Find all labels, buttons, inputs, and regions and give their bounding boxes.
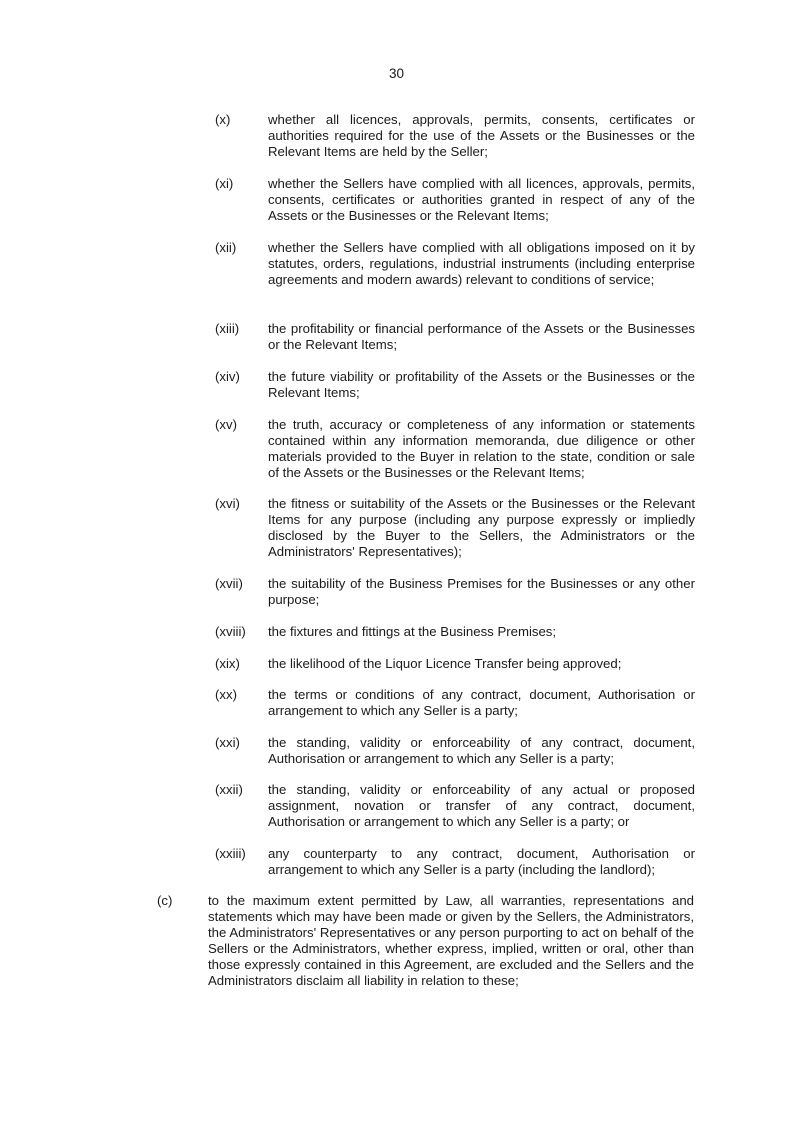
subclause-xx [215, 687, 695, 719]
subclause-text: the future viability or profitability of the Assets or the Businesses or the Relevant Items; [268, 369, 695, 400]
clause-c [157, 893, 694, 989]
subclause-xiii [215, 321, 695, 353]
subclause-label: (xvi) [215, 496, 240, 511]
subclause-label: (xxiii) [215, 846, 246, 861]
subclause-xvi [215, 496, 695, 560]
subclause-text: the fixtures and fittings at the Business Premises; [268, 624, 557, 639]
subclause-label: (x) [215, 112, 231, 127]
subclause-label: (xx) [215, 687, 237, 702]
subclause-label: (xiii) [215, 321, 240, 336]
subclause-xxi [215, 735, 695, 767]
subclause-text: the terms or conditions of any contract, document, Authorisation or arrangement to which any Seller is a party; [268, 687, 695, 718]
subclause-x [215, 112, 695, 160]
subclause-label: (xv) [215, 417, 237, 432]
subclause-label: (xii) [215, 240, 237, 255]
subclause-text: whether all licences, approvals, permits, consents, certificates or authorities required for the use of the Assets or the Businesses or the Relevant Items are held by the Seller; [268, 112, 695, 159]
subclause-text: the truth, accuracy or completeness of any information or statements contained within any information memoranda, due diligence or other materials provided to the Buyer in relation to the state, condition or sale of the Assets or the Businesses or the Relevant Items; [268, 417, 695, 480]
subclause-text: whether the Sellers have complied with all licences, approvals, permits, consents, certificates or authorities granted in respect of any of the Assets or the Businesses or the Relevant Items; [268, 176, 695, 223]
subclause-xvii [215, 576, 695, 608]
subclause-text: the fitness or suitability of the Assets or the Businesses or the Relevant Items for any purpose (including any purpose expressly or impliedly disclosed by the Buyer to the Sellers, the Administrators or the Administrators' Representatives); [268, 496, 695, 559]
subclause-text: any counterparty to any contract, document, Authorisation or arrangement to which any Seller is a party (including the landlord); [268, 846, 695, 877]
page-number: 30 [388, 66, 405, 81]
subclause-xv [215, 417, 695, 481]
clause-text: to the maximum extent permitted by Law, all warranties, representations and statements which may have been made or given by the Sellers, the Administrators, the Administrators' Representatives or any person purporting to act on behalf of the Sellers or the Administrators, whether express, implied, written or oral, other than those expressly contained in this Agreement, are excluded and the Sellers and the Administrators disclaim all liability in relation to these; [208, 893, 694, 988]
subclause-label: (xvii) [215, 576, 243, 591]
subclause-label: (xxi) [215, 735, 240, 750]
subclause-label: (xi) [215, 176, 234, 191]
subclause-xix [215, 656, 695, 672]
subclause-xxiii [215, 846, 695, 878]
subclause-label: (xxii) [215, 782, 243, 797]
subclause-text: whether the Sellers have complied with all obligations imposed on it by statutes, orders, regulations, industrial instruments (including enterprise agreements and modern awards) relevant to conditions of service; [268, 240, 695, 287]
subclause-xiv [215, 369, 695, 401]
subclause-xii [215, 240, 695, 288]
subclause-xxii [215, 782, 695, 830]
subclause-text: the standing, validity or enforceability of any actual or proposed assignment, novation or transfer of any contract, document, Authorisation or arrangement to which any Seller is a party; or [268, 782, 695, 829]
subclause-label: (xviii) [215, 624, 246, 639]
clause-label: (c) [157, 893, 173, 908]
subclause-xviii [215, 624, 695, 640]
subclause-text: the standing, validity or enforceability of any contract, document, Authorisation or arrangement to which any Seller is a party; [268, 735, 695, 766]
subclause-text: the likelihood of the Liquor Licence Transfer being approved; [268, 656, 622, 671]
subclause-xi [215, 176, 695, 224]
subclause-label: (xix) [215, 656, 240, 671]
subclause-label: (xiv) [215, 369, 240, 384]
subclause-text: the suitability of the Business Premises for the Businesses or any other purpose; [268, 576, 695, 607]
subclause-text: the profitability or financial performance of the Assets or the Businesses or the Relevant Items; [268, 321, 695, 352]
